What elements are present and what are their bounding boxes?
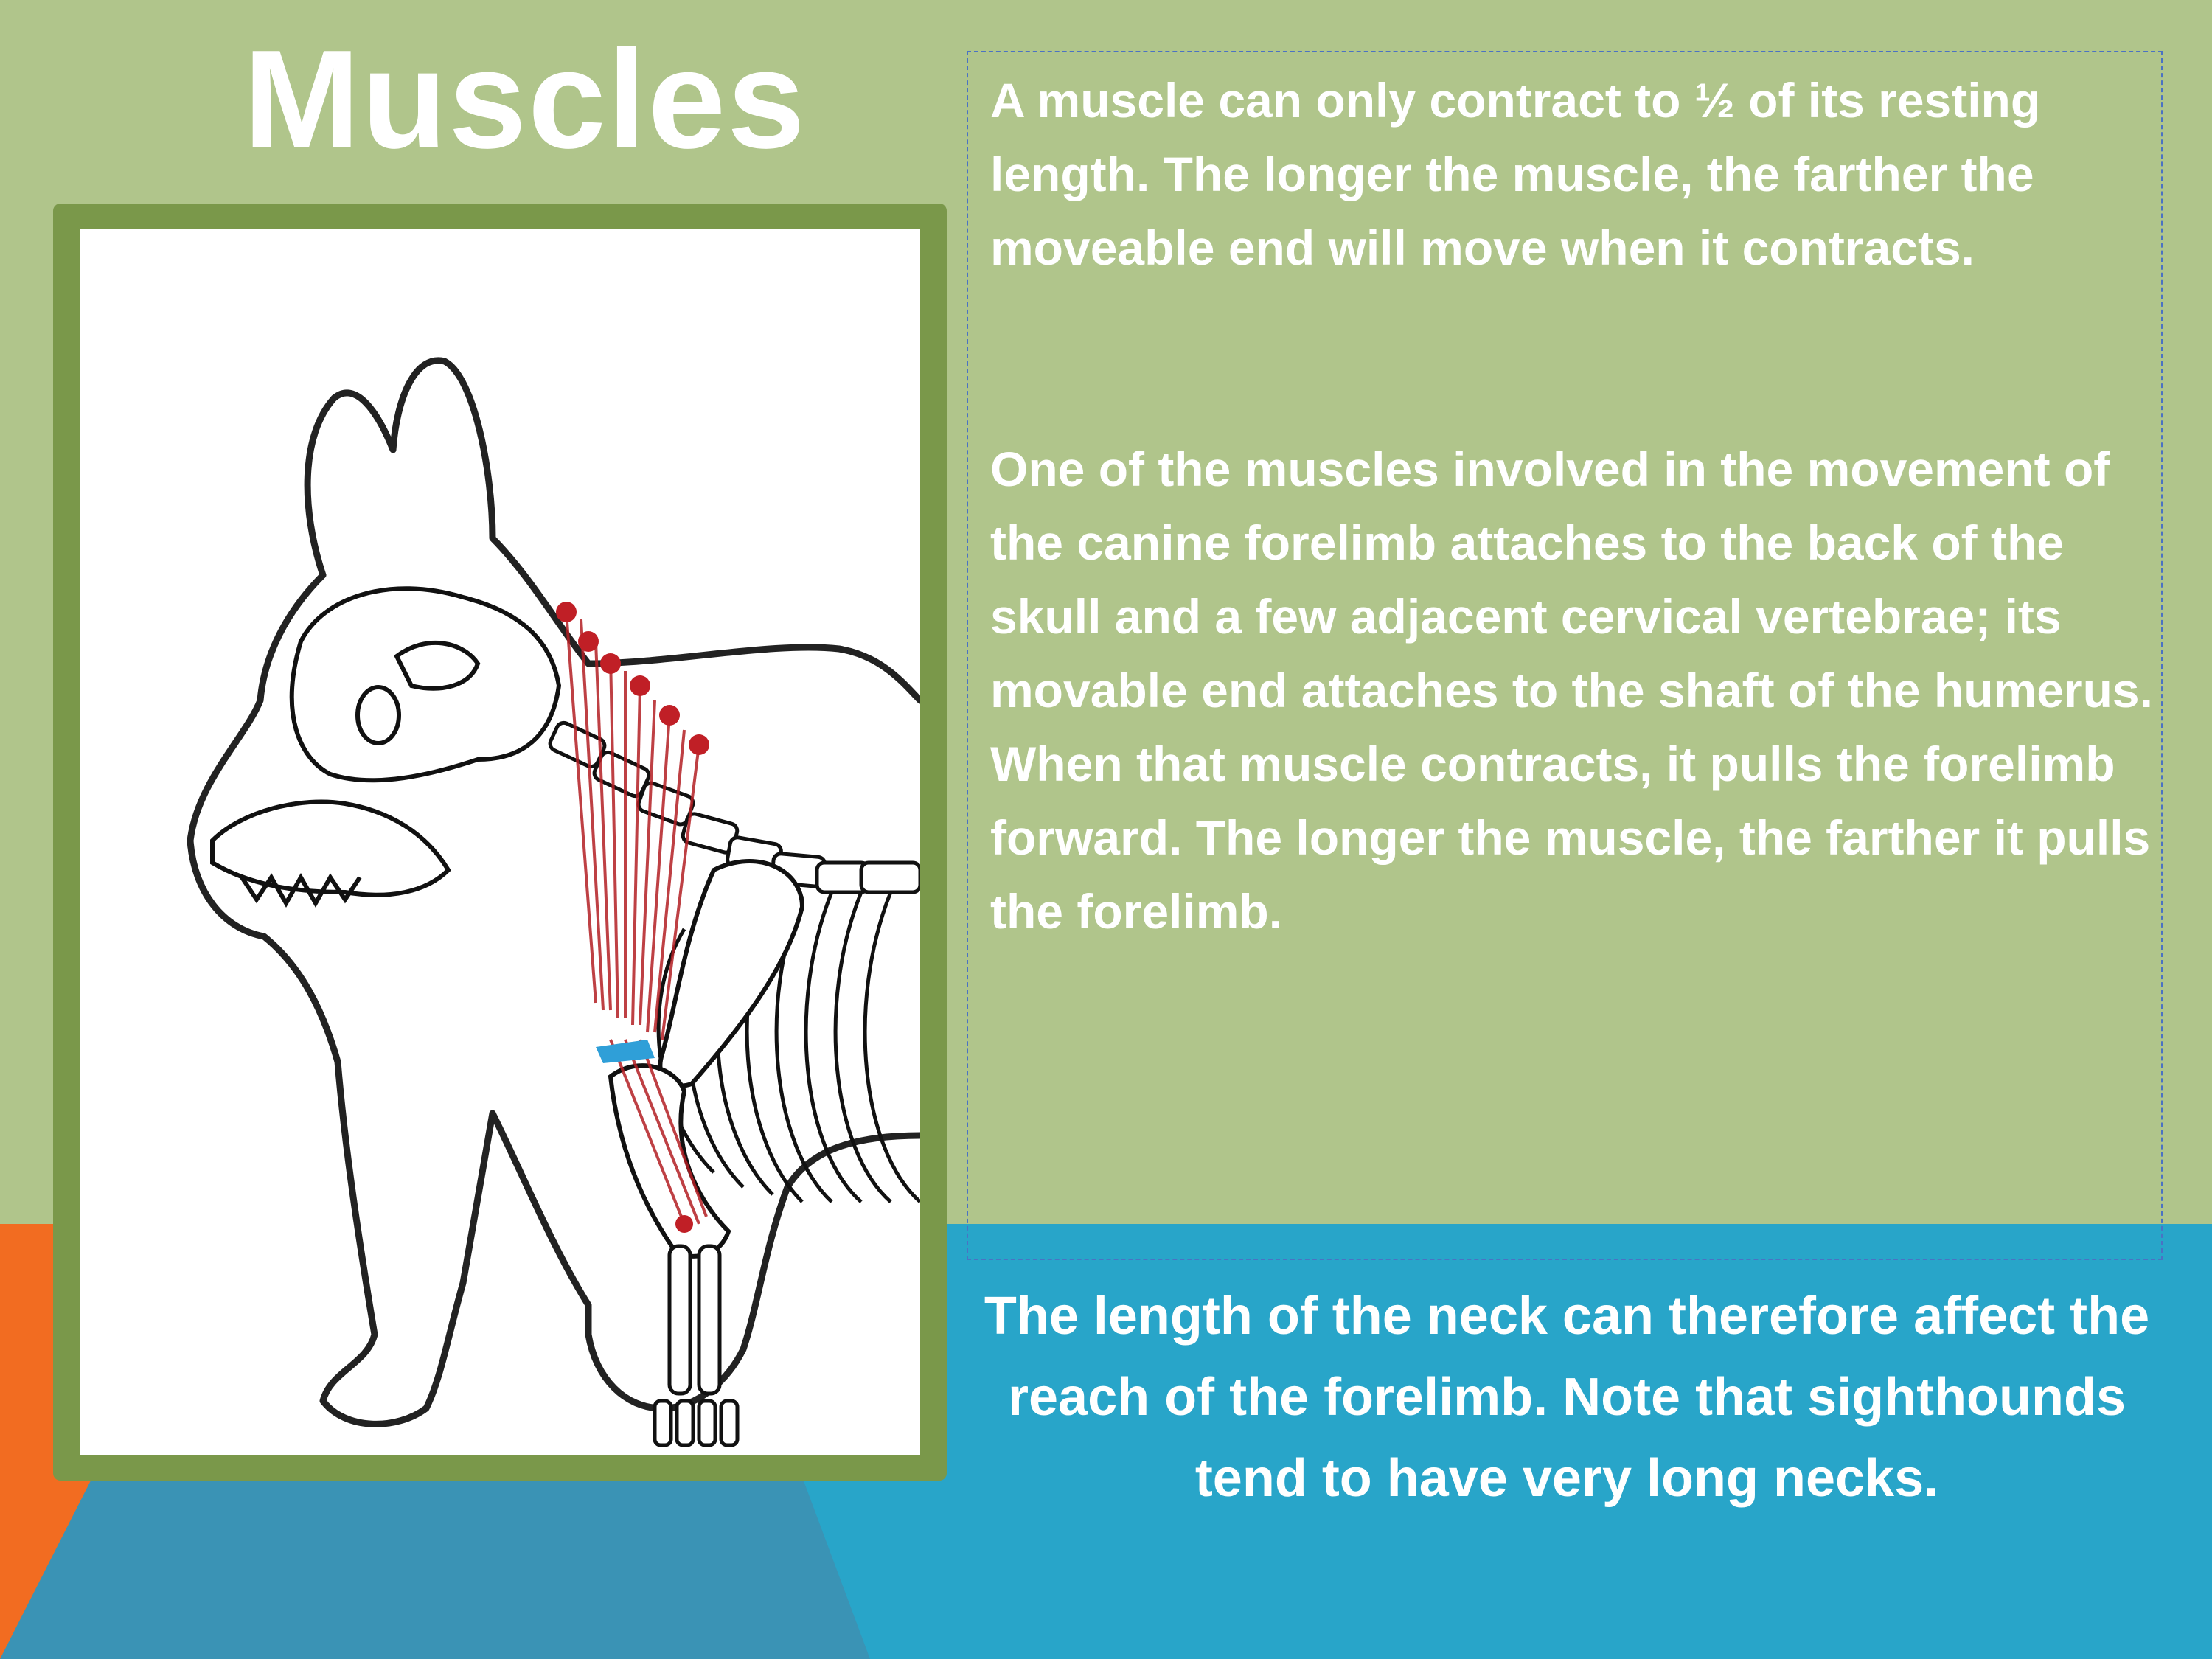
foreleg-bones — [655, 1246, 737, 1445]
body-paragraph-2: One of the muscles involved in the movement of the canine forelimb attaches to the back of the skull and a few adjacent cervical vertebrae; its movable end attaches to the shaft of the humerus. When that muscle contracts, it pulls the forelimb forward. The longer the muscle, the farther it pulls the forelimb. — [990, 442, 2153, 939]
conclusion-note: The length of the neck can therefore affect the reach of the forelimb. Note that sighthounds tend to have very long necks. — [984, 1287, 2150, 1508]
illustration-frame — [53, 204, 947, 1481]
dog-skeleton-illustration — [80, 229, 920, 1455]
humerus — [611, 1065, 728, 1256]
slide-title: Muscles — [243, 21, 807, 178]
body-paragraph-1: A muscle can only contract to ½ of its resting length. The longer the muscle, the farther the moveable end will move when it contracts. — [990, 73, 2041, 275]
skull — [212, 588, 559, 903]
muscle-insertion-marker — [596, 1040, 655, 1063]
dog-outline — [190, 361, 920, 1424]
illustration-canvas — [80, 229, 920, 1455]
